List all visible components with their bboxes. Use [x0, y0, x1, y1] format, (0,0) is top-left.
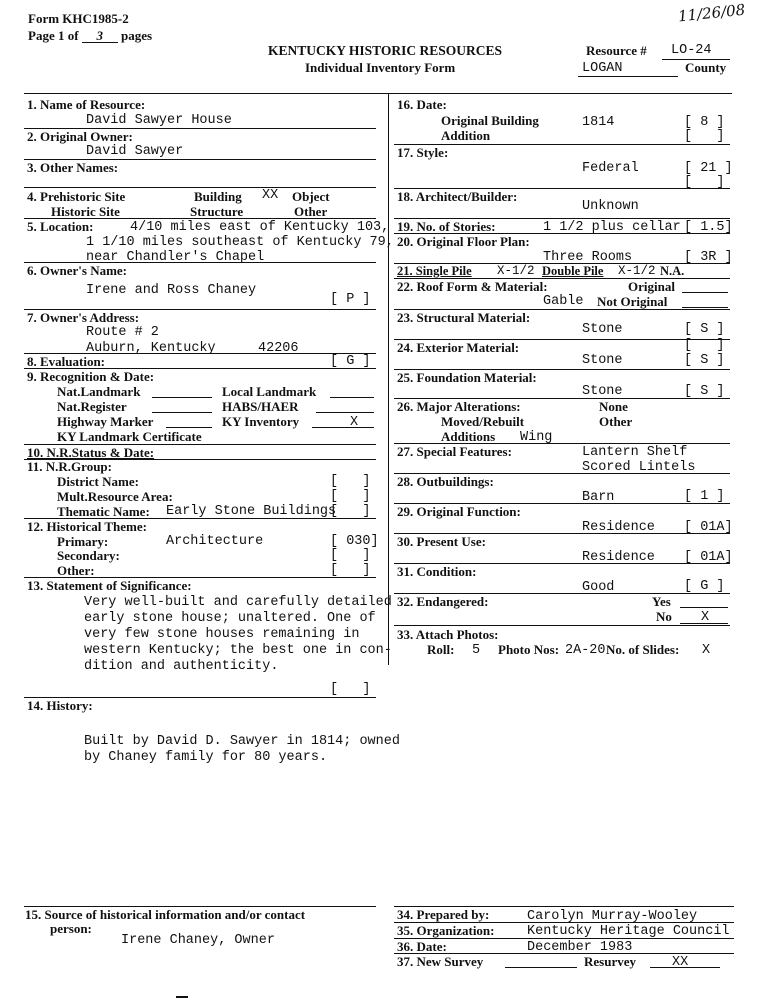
exterior-brackets-1: [ ] — [684, 338, 725, 353]
condition-value: Good — [582, 580, 615, 595]
primary-theme-code: [ 030] — [330, 534, 379, 549]
address-line-1: Route # 2 — [86, 325, 159, 340]
evaluation-label: 8. Evaluation: — [27, 354, 106, 369]
outbuildings-code: [ 1 ] — [684, 489, 725, 504]
exterior-code: [ S ] — [684, 353, 725, 368]
prep-date-label: 36. Date: — [397, 939, 447, 954]
location-line-3: near Chandler's Chapel — [86, 250, 265, 265]
outbuildings-label: 28. Outbuildings: — [397, 474, 494, 489]
other-names-label: 3. Other Names: — [27, 160, 119, 175]
addition-label: Addition — [441, 128, 491, 143]
historical-theme-label: 12. Historical Theme: — [27, 519, 147, 534]
owners-name-code: [ P ] — [330, 292, 371, 307]
location-line-2: 1 1/10 miles southeast of Kentucky 79, — [86, 235, 394, 250]
additions-label: Additions — [441, 429, 496, 444]
county-value: LOGAN — [582, 61, 623, 76]
outbuildings-value: Barn — [582, 490, 615, 505]
single-pile-label: 21. Single Pile — [397, 264, 472, 278]
thematic-value: Early Stone Buildings — [166, 504, 337, 519]
alterations-label: 26. Major Alterations: — [397, 399, 521, 414]
building-mark: XX — [262, 188, 279, 203]
special-feature-2: Scored Lintels — [582, 460, 696, 475]
address-zip: 42206 — [258, 341, 299, 356]
county-label: County — [685, 60, 727, 75]
additions-value: Wing — [520, 430, 553, 445]
prehistoric-site: 4. Prehistoric Site — [27, 189, 126, 204]
owners-address-label: 7. Owner's Address: — [27, 310, 140, 325]
endangered-label: 32. Endangered: — [397, 594, 489, 609]
local-landmark: Local Landmark — [222, 384, 317, 399]
nr-status-label: 10. N.R.Status & Date: — [27, 445, 155, 460]
person-label: person: — [50, 921, 92, 936]
secondary-brackets: [ ] — [330, 548, 371, 563]
handwritten-note: 11/26/08 — [677, 0, 747, 26]
ky-landmark-certificate: KY Landmark Certificate — [57, 429, 202, 444]
significance-line-5: dition and authenticity. — [84, 659, 279, 674]
foundation-value: Stone — [582, 384, 623, 399]
structural-value: Stone — [582, 322, 623, 337]
roof-label: 22. Roof Form & Material: — [397, 279, 548, 294]
original-owner-value: David Sawyer — [86, 144, 184, 159]
architect-label: 18. Architect/Builder: — [397, 189, 518, 204]
condition-label: 31. Condition: — [397, 564, 477, 579]
evaluation-code: [ G ] — [330, 354, 371, 369]
significance-line-3: very few stone houses remaining in — [84, 627, 360, 642]
addition-brackets: [ ] — [684, 129, 725, 144]
district-name: District Name: — [57, 474, 139, 489]
present-use-value: Residence — [582, 550, 655, 565]
other-theme-label: Other: — [57, 563, 95, 578]
na-label: N.A. — [660, 264, 685, 278]
structure-option: Structure — [190, 204, 244, 219]
original-function-code: [ 01A] — [684, 520, 733, 535]
history-label: 14. History: — [27, 698, 93, 713]
significance-line-4: western Kentucky; the best one in con- — [84, 643, 392, 658]
nat-landmark: Nat.Landmark — [57, 384, 141, 399]
foundation-code: [ S ] — [684, 384, 725, 399]
prep-date-value: December 1983 — [527, 940, 633, 955]
special-features-label: 27. Special Features: — [397, 444, 512, 459]
single-pile-value: X-1/2 — [497, 264, 535, 278]
name-value: David Sawyer House — [86, 113, 232, 128]
habs-haer: HABS/HAER — [222, 399, 299, 414]
architect-value: Unknown — [582, 199, 639, 214]
district-brackets: [ ] — [330, 474, 371, 489]
mult-resource-brackets: [ ] — [330, 489, 371, 504]
endangered-yes-label: Yes — [652, 594, 671, 609]
other-theme-brackets: [ ] — [330, 563, 371, 578]
organization-value: Kentucky Heritage Council — [527, 924, 730, 939]
history-line-2: by Chaney family for 80 years. — [84, 750, 328, 765]
original-building-label: Original Building — [441, 113, 539, 128]
photo-nos-label: Photo Nos: — [498, 642, 560, 657]
foundation-label: 25. Foundation Material: — [397, 370, 537, 385]
source-label: 15. Source of historical information and/or contact — [25, 907, 306, 922]
history-line-1: Built by David D. Sawyer in 1814; owned — [84, 734, 400, 749]
ky-inventory: KY Inventory — [222, 414, 300, 429]
primary-theme-label: Primary: — [57, 534, 109, 549]
slides-label: No. of Slides: — [606, 642, 680, 657]
style-label: 17. Style: — [397, 145, 449, 160]
double-pile-label: Double Pile — [542, 264, 604, 278]
original-building-value: 1814 — [582, 115, 615, 130]
style-value: Federal — [582, 161, 639, 176]
historic-site: Historic Site — [51, 204, 120, 219]
stories-code: [ 1.5] — [684, 220, 733, 235]
other-option: Other — [294, 204, 328, 219]
attach-photos-label: 33. Attach Photos: — [397, 627, 499, 642]
highway-marker: Highway Marker — [57, 414, 154, 429]
location-line-1: 4/10 miles east of Kentucky 103, — [130, 220, 390, 235]
stories-label: 19. No. of Stories: — [397, 219, 496, 234]
slides-value: X — [702, 643, 711, 658]
resurvey-value: XX — [672, 955, 689, 970]
roof-original-label: Original — [628, 279, 675, 294]
object-option: Object — [292, 189, 330, 204]
floor-plan-code: [ 3R ] — [684, 250, 733, 265]
ky-inventory-mark: X — [350, 415, 359, 430]
form-title: KENTUCKY HISTORIC RESOURCES — [268, 43, 503, 58]
roof-not-original-label: Not Original — [597, 294, 668, 309]
address-line-2: Auburn, Kentucky — [86, 341, 216, 356]
roof-value: Gable — [543, 294, 584, 309]
endangered-no-label: No — [656, 609, 672, 624]
condition-code: [ G ] — [684, 579, 725, 594]
resource-number: LO-24 — [671, 43, 712, 58]
source-value: Irene Chaney, Owner — [121, 933, 275, 948]
thematic-name: Thematic Name: — [57, 504, 150, 519]
double-pile-value: X-1/2 — [618, 264, 656, 278]
significance-line-2: early stone house; unaltered. One of — [84, 611, 376, 626]
stories-value: 1 1/2 plus cellar — [543, 220, 681, 235]
present-use-code: [ 01A] — [684, 550, 733, 565]
resource-label: Resource # — [586, 43, 647, 58]
form-subtitle: Individual Inventory Form — [305, 60, 456, 75]
owners-name-value: Irene and Ross Chaney — [86, 283, 257, 298]
date-label: 16. Date: — [397, 97, 447, 112]
original-owner-label: 2. Original Owner: — [27, 129, 133, 144]
moved-rebuilt-value: Other — [599, 414, 633, 429]
name-label: 1. Name of Resource: — [27, 97, 146, 112]
significance-label: 13. Statement of Significance: — [27, 578, 192, 593]
endangered-no-mark: X — [701, 610, 710, 625]
form-id: Form KHC1985-2 — [28, 11, 129, 26]
owners-name-label: 6. Owner's Name: — [27, 263, 128, 278]
original-function-label: 29. Original Function: — [397, 504, 521, 519]
present-use-label: 30. Present Use: — [397, 534, 486, 549]
secondary-theme-label: Secondary: — [57, 548, 120, 563]
nat-register: Nat.Register — [57, 399, 127, 414]
location-label: 5. Location: — [27, 219, 94, 234]
floor-plan-label: 20. Original Floor Plan: — [397, 234, 530, 249]
roll-label: Roll: — [427, 642, 455, 657]
nr-group-label: 11. N.R.Group: — [27, 459, 112, 474]
original-function-value: Residence — [582, 520, 655, 535]
special-feature-1: Lantern Shelf — [582, 445, 688, 460]
thematic-brackets: [ ] — [330, 504, 371, 519]
alterations-value: None — [599, 399, 628, 414]
exterior-label: 24. Exterior Material: — [397, 340, 520, 355]
significance-brackets: [ ] — [330, 682, 371, 697]
structural-code: [ S ] — [684, 322, 725, 337]
significance-line-1: Very well-built and carefully detailed — [84, 595, 392, 610]
recognition-label: 9. Recognition & Date: — [27, 369, 155, 384]
prepared-by-value: Carolyn Murray-Wooley — [527, 909, 698, 924]
building-option: Building — [194, 189, 242, 204]
floor-plan-value: Three Rooms — [543, 250, 633, 265]
primary-theme-value: Architecture — [166, 534, 264, 549]
moved-rebuilt-label: Moved/Rebuilt — [441, 414, 525, 429]
original-building-code: [ 8 ] — [684, 115, 725, 130]
photo-nos-value: 2A-20 — [565, 643, 606, 658]
organization-label: 35. Organization: — [397, 923, 495, 938]
scan-mark — [176, 996, 188, 998]
prepared-by-label: 34. Prepared by: — [397, 907, 490, 922]
roll-value: 5 — [472, 643, 481, 658]
new-survey-label: 37. New Survey — [397, 954, 484, 969]
structural-label: 23. Structural Material: — [397, 310, 531, 325]
style-brackets-2: [ ] — [684, 175, 725, 190]
resurvey-label: Resurvey — [584, 954, 636, 969]
style-code: [ 21 ] — [684, 161, 733, 176]
mult-resource-area: Mult.Resource Area: — [57, 489, 173, 504]
exterior-value: Stone — [582, 353, 623, 368]
page-count: Page 1 of 3 pages — [28, 28, 153, 43]
